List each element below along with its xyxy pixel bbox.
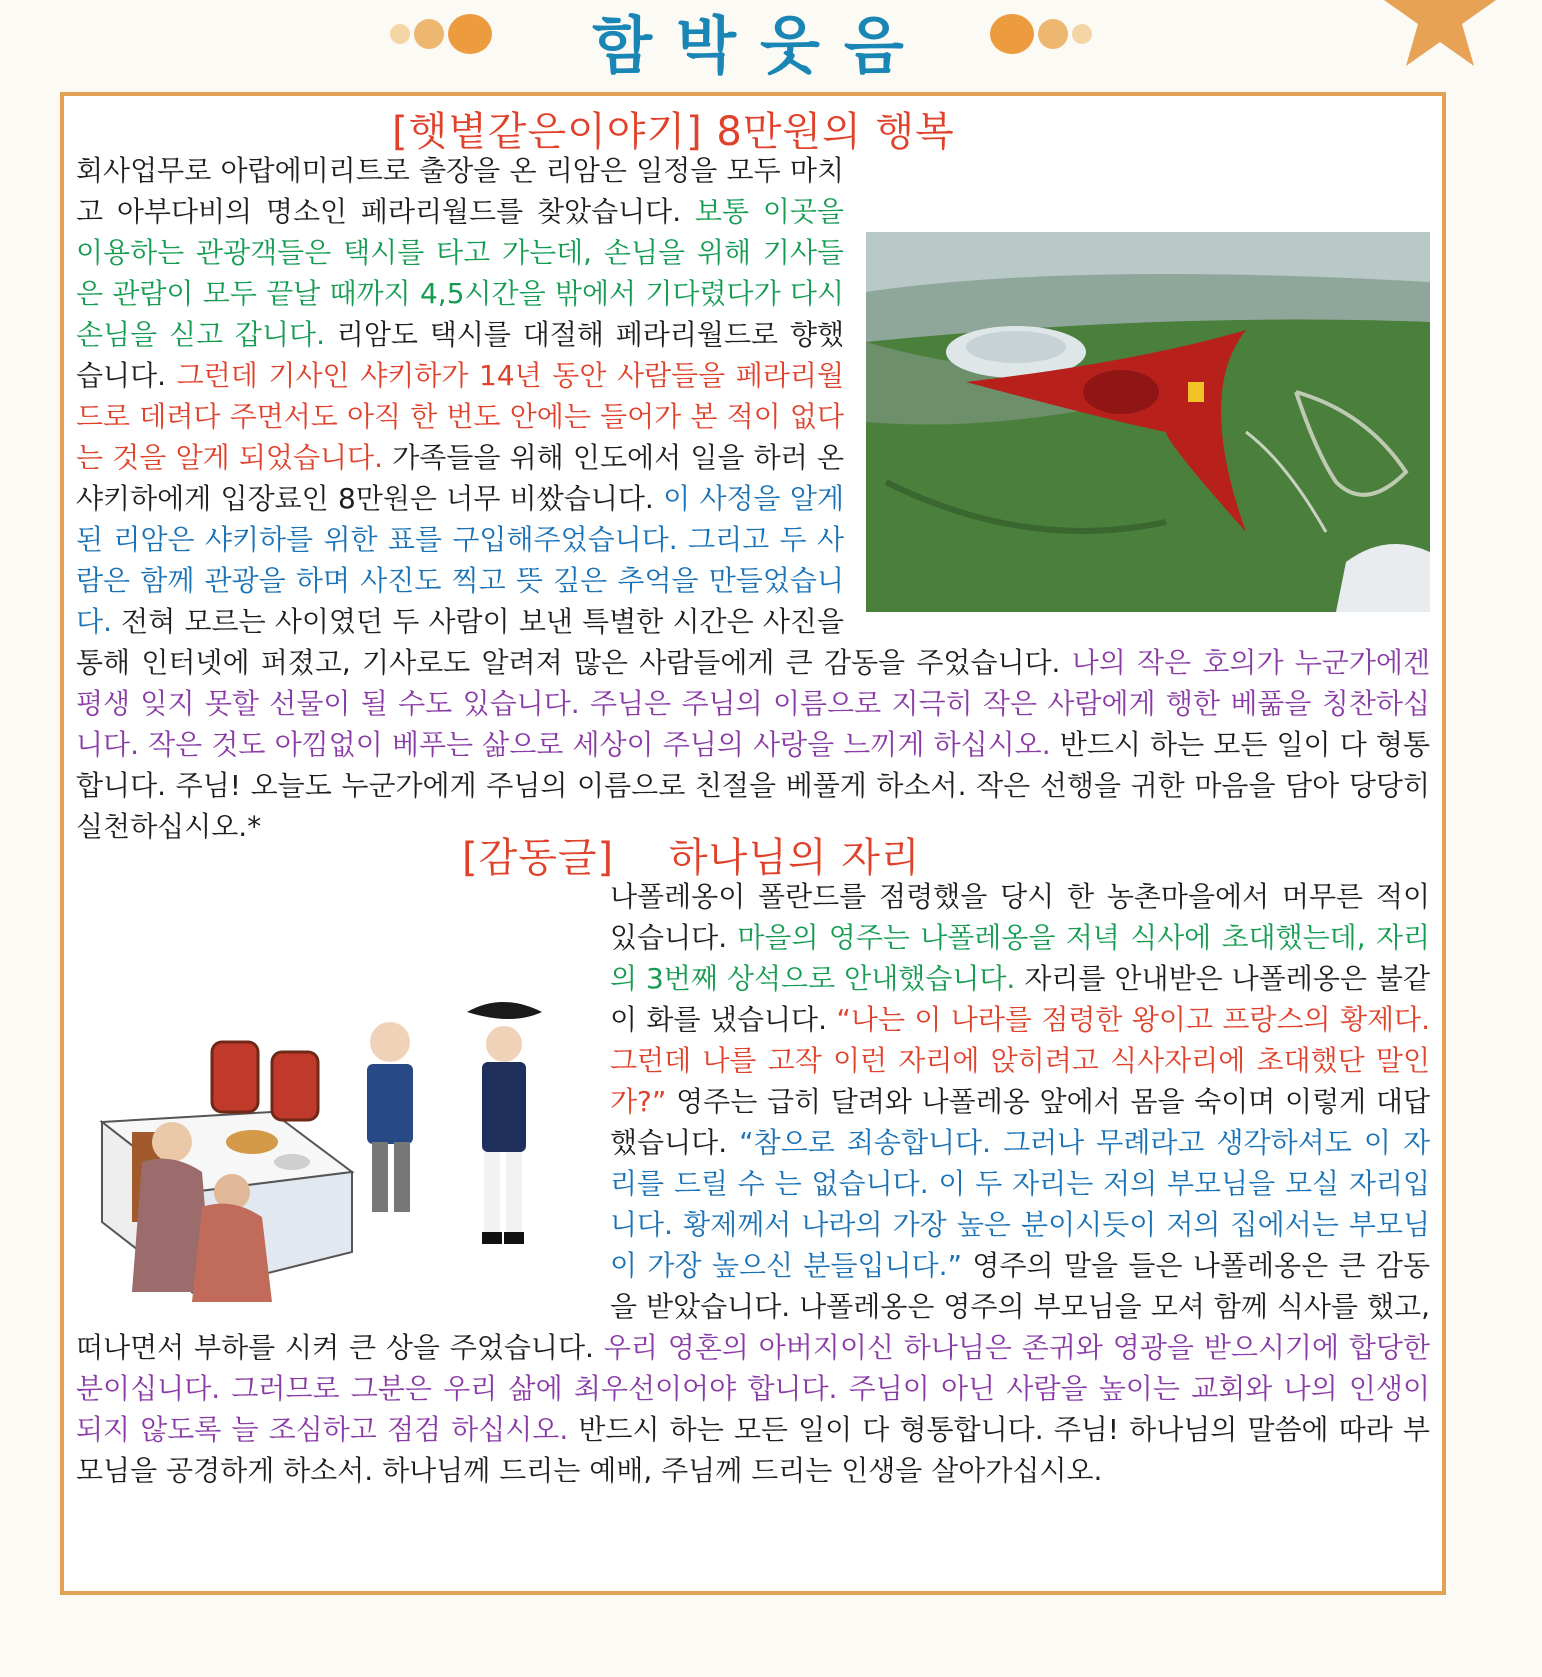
article1-p1: 회사업무로 아랍에미리트로 출장을 온 리암은 일정을 모두 마치고 아부다비의 명소인 페라리월드를 찾았습니다. [76, 154, 844, 228]
article2-p1-highlight: 마을의 영주는 나폴레옹을 저녁 식사에 초대했는데, 자리의 3번째 상석으로 안내했습니다. [610, 921, 1430, 995]
content-panel [60, 92, 1446, 1595]
article2-p2: 자리를 안내받은 나폴레옹은 불같이 화를 냈습니다. [610, 962, 1431, 1036]
article1-body [76, 150, 1430, 847]
article2-p5: 반드시 하는 모든 일이 다 형통합니다. 주님! 하나님의 말씀에 따라 부모님을 공경하게 하소서. 하나님께 드리는 예배, 주님께 드리는 인생을 살아가십시오. [76, 1413, 1430, 1487]
article1-p2-highlight: 그런데 기사인 샤키하가 14년 동안 사람들을 페라리월드로 데려다 주면서도 아직 한 번도 안에는 들어가 본 적이 없다는 것을 알게 되었습니다. [76, 359, 844, 474]
article2-p1: 나폴레옹이 폴란드를 점령했을 당시 한 농촌마을에서 머무른 적이 있습니다. [610, 880, 1430, 954]
article1-p1-highlight: 보통 이곳을 이용하는 관광객들은 택시를 타고 가는데, 손님을 위해 기사들은 관람이 모두 끝날 때까지 4,5시간을 밖에서 기다렸다가 다시 손님을 싣고 갑니다. [76, 195, 844, 351]
article1-p2: 리암도 택시를 대절해 페라리월드로 향했습니다. [76, 318, 844, 392]
article2-p3-quote: “참으로 죄송합니다. 그러나 무례라고 생각하셔도 이 자리를 드릴 수 는 없습니다. 이 두 자리는 저의 부모님을 모실 자리입니다. 황제께서 나라의 가장 높은 분이시듯이 저의 집에서는 부모님이 가장 높으신 분들입니다.” [610, 1126, 1430, 1282]
article1-title: [햇볕같은이야기] 8만원의 행복 [392, 109, 955, 155]
article2-p3: 영주는 급히 달려와 나폴레옹 앞에서 몸을 숙이며 이렇게 대답했습니다. [610, 1085, 1430, 1159]
article1-p3: 가족들을 위해 인도에서 일을 하러 온 샤키하에게 입장료인 8만원은 너무 비쌌습니다. [76, 441, 844, 515]
page-title: 함박웃음 [592, 9, 928, 82]
ferrari-world-photo [866, 232, 1430, 612]
dinner-scene-illustration [72, 1002, 592, 1312]
decorative-dots-left [390, 14, 520, 54]
article1-p3-highlight: 이 사정을 알게 된 리암은 샤키하를 위한 표를 구입해주었습니다. 그리고 두 사람은 함께 관광을 하며 사진도 찍고 뜻 깊은 추억을 만들었습니다. [76, 482, 844, 638]
star-icon [1380, 0, 1500, 70]
page-header [0, 0, 1542, 80]
article2-body [76, 876, 1430, 1491]
article1-p4: 전혀 모르는 사이였던 두 사람이 보낸 특별한 시간은 사진을 통해 인터넷에 퍼졌고, 기사로도 알려져 많은 사람들에게 큰 감동을 주었습니다. [76, 605, 1072, 679]
decorative-dots-right [990, 14, 1120, 54]
article2-p4: 영주의 말을 들은 나폴레옹은 큰 감동을 받았습니다. 나폴레옹은 영주의 부모님을 모셔 함께 식사를 했고, 떠나면서 부하를 시켜 큰 상을 주었습니다. [76, 1249, 1431, 1364]
ferrari-world-illustration [866, 232, 1430, 612]
article2-p4-highlight: 우리 영혼의 아버지이신 하나님은 존귀와 영광을 받으시기에 합당한 분이십니다. 그러므로 그분은 우리 삶에 최우선이어야 합니다. 주님이 아닌 사람을 높이는 교회와 나의 인생이 되지 않도록 늘 조심하고 점검 하십시오. [76, 1331, 1430, 1446]
article2-p2-quote: “나는 이 나라를 점령한 왕이고 프랑스의 황제다. 그런데 나를 고작 이런 자리에 앉히려고 식사자리에 초대했단 말인가?” [610, 1003, 1430, 1118]
article1-p4-highlight: 나의 작은 호의가 누군가에겐 평생 잊지 못할 선물이 될 수도 있습니다. 주님은 주님의 이름으로 지극히 작은 사람에게 행한 베풂을 칭찬하십니다. 작은 것도 아낌없이 베푸는 삶으로 세상이 주님의 사랑을 느끼게 하십시오. [76, 646, 1430, 761]
article1-p5: 반드시 하는 모든 일이 다 형통합니다. 주님! 오늘도 누군가에게 주님의 이름으로 친절을 베풀게 하소서. 작은 선행을 귀한 마음을 담아 당당히 실천하십시오.* [76, 728, 1430, 843]
napoleon-dinner-illustration [72, 1002, 592, 1312]
article2-title: [감동글] 하나님의 자리 [462, 835, 921, 881]
